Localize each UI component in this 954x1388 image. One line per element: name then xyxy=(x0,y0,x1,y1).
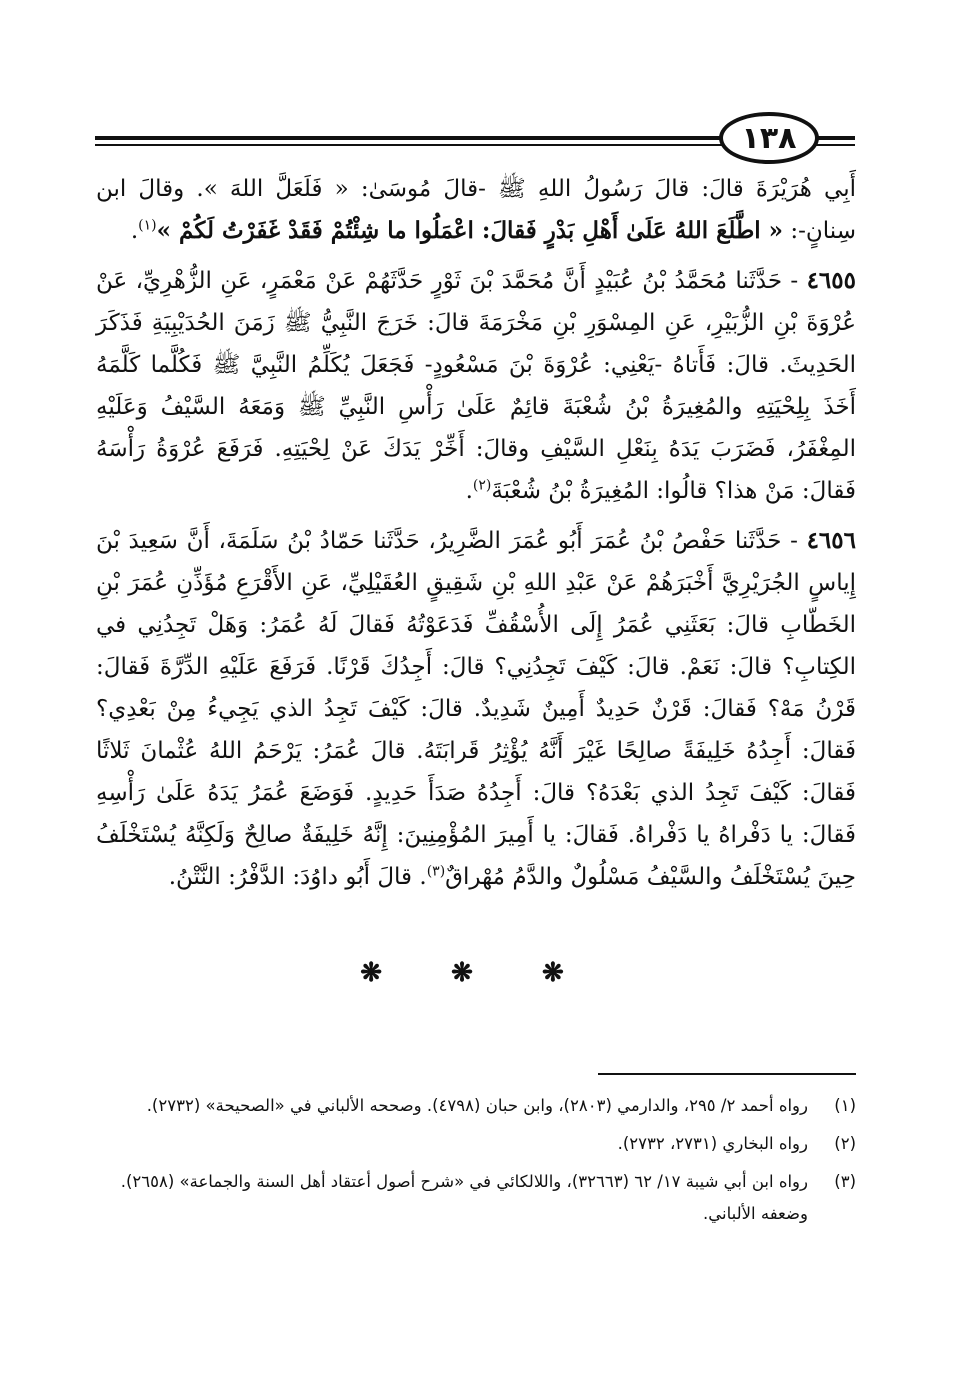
footnote-marker-2: (٢) xyxy=(472,477,492,494)
page-number: ١٣٨ xyxy=(719,112,819,164)
hadith-quote: « اطَّلَعَ اللهُ عَلَىٰ أَهْلِ بَدْرٍ فَقالَ: اعْمَلُوا ما شِئْتُمْ فَقَدْ غَفَرْتُ لَكُمْ » xyxy=(156,217,784,244)
footnote-item xyxy=(96,1166,856,1230)
paragraph-4656-end: . قالَ أَبُو داوُدَ: الدَّفْرُ: النَّتْنُ. xyxy=(168,864,427,890)
footnote-divider xyxy=(598,1073,856,1075)
paragraph-4655-end: . xyxy=(465,478,473,504)
footnote-item xyxy=(96,1090,856,1122)
hadith-number-4656: ٤٦٥٦ xyxy=(806,527,856,554)
paragraph-4655 xyxy=(96,260,856,512)
hadith-number-4655: ٤٦٥٥ xyxy=(806,267,856,294)
paragraph-1-text: أَبِي هُرَيْرَةَ قالَ: قالَ رَسُولُ اللهِ ﷺ -قالَ مُوسَىٰ: « فَلَعَلَّ اللهَ ». وقالَ ابن سِنانٍ-: xyxy=(96,176,856,244)
paragraph-4655-text: - حَدَّثَنا مُحَمَّدُ بْنُ عُبَيْدٍ أَنَّ مُحَمَّدَ بْنَ ثَوْرٍ حَدَّثَهُمْ عَنْ مَعْمَرٍ، عَنِ الزُّهْرِيِّ، عَنْ عُرْوَةَ بْنِ الزُّبَيْرِ، عَنِ المِسْوَرِ بْنِ مَخْرَمَةَ قالَ: خَرَجَ النَّبِيُّ ﷺ زَمَنَ الحُدَيْبِيَةِ فَذَكَرَ الحَدِيثَ. قالَ: فَأَتاهُ -يَعْنِي: عُرْوَةَ بْنَ مَسْعُودٍ- فَجَعَلَ يُكَلِّمُ النَّبِيَّ ﷺ فَكُلَّما كَلَّمَهُ أَخَذَ بِلِحْيَتِهِ والمُغِيرَةُ بْنُ شُعْبَةَ قائِمٌ عَلَىٰ رَأْسِ النَّبِيِّ ﷺ وَمَعَهُ السَّيْفُ وَعَلَيْهِ المِغْفَرُ، فَضَرَبَ يَدَهُ بِنَعْلِ السَّيْفِ وقالَ: أَخِّرْ يَدَكَ عَنْ لِحْيَتِهِ. فَرَفَعَ عُرْوَةُ رَأْسَهُ فَقالَ: مَنْ هذا؟ قالُوا: المُغِيرَةُ بْنُ شُعْبَةَ xyxy=(96,268,856,504)
footnote-number: (٢) xyxy=(834,1134,856,1153)
footnote-item xyxy=(96,1128,856,1160)
footnote-number: (١) xyxy=(834,1096,856,1115)
footnote-text: رواه أحمد ٢/ ٢٩٥، والدارمي (٢٨٠٣)، وابن حبان (٤٧٩٨). وصححه الألباني في «الصحيحة» (٢٧٣٢). xyxy=(146,1096,808,1115)
footnote-number: (٣) xyxy=(834,1172,856,1191)
paragraph-4656 xyxy=(96,520,856,898)
paragraph-1 xyxy=(96,168,856,252)
footnote-marker-1: (١) xyxy=(138,217,157,234)
paragraph-4656-text: - حَدَّثَنا حَفْصُ بْنُ عُمَرَ أَبُو عُمَرَ الضَّرِيرُ، حَدَّثَنا حَمّادُ بْنُ سَلَمَةَ، أَنَّ سَعِيدَ بْنَ إِياسٍ الجُرَيْرِيَّ أَخْبَرَهُمْ عَنْ عَبْدِ اللهِ بْنِ شَقِيقٍ العُقَيْلِيِّ، عَنِ الأَقْرَعِ مُؤَذِّنِ عُمَرَ بْنِ الخَطّابِ قالَ: بَعَثَنِي عُمَرُ إِلَى الأُسْقُفِّ فَدَعَوْتُهُ فَقالَ لَهُ عُمَرُ: وَهَلْ تَجِدُنِي في الكِتابِ؟ قالَ: نَعَمْ. قالَ: كَيْفَ تَجِدُنِي؟ قالَ: أَجِدُكَ قَرْنًا. فَرَفَعَ عَلَيْهِ الدِّرَّةَ فَقالَ: قَرْنُ مَهْ؟ فَقالَ: قَرْنٌ حَدِيدٌ أَمِينٌ شَدِيدٌ. قالَ: كَيْفَ تَجِدُ الذي يَجِيءُ مِنْ بَعْدِي؟ فَقالَ: أَجِدُهُ خَلِيفَةً صالِحًا غَيْرَ أَنَّهُ يُؤْثِرُ قَرابَتَهُ. قالَ عُمَرُ: يَرْحَمُ اللهُ عُثْمانَ ثَلاثًا فَقالَ: كَيْفَ تَجِدُ الذي بَعْدَهُ؟ قالَ: أَجِدُهُ صَدَأَ حَدِيدٍ. فَوَضَعَ عُمَرُ يَدَهُ عَلَىٰ رَأْسِهِ فَقالَ: يا دَفْراهُ يا دَفْراهُ. فَقالَ: يا أَمِيرَ المُؤْمِنِينَ: إِنَّهُ خَلِيفَةٌ صالِحٌ وَلَكِنَّهُ يُسْتَخْلَفُ حِينَ يُسْتَخْلَفُ والسَّيْفُ مَسْلُولٌ والدَّمُ مُهْراقٌ xyxy=(96,528,856,890)
paragraph-1-end: . xyxy=(130,218,139,244)
footnote-text: رواه البخاري (٢٧٣١، ٢٧٣٢). xyxy=(617,1134,808,1153)
body-text xyxy=(96,168,856,898)
footnote-text: رواه ابن أبي شيبة ١٧/ ٦٢ (٣٢٦٦٣)، واللالكائي في «شرح أصول أعتقاد أهل السنة والجماعة» (٢٦٥٨). وضعفه الألباني. xyxy=(120,1172,808,1223)
section-separator-stars: ❋ ❋ ❋ xyxy=(360,958,594,988)
footnotes xyxy=(96,1090,856,1236)
footnote-marker-3: (٣) xyxy=(426,863,446,880)
